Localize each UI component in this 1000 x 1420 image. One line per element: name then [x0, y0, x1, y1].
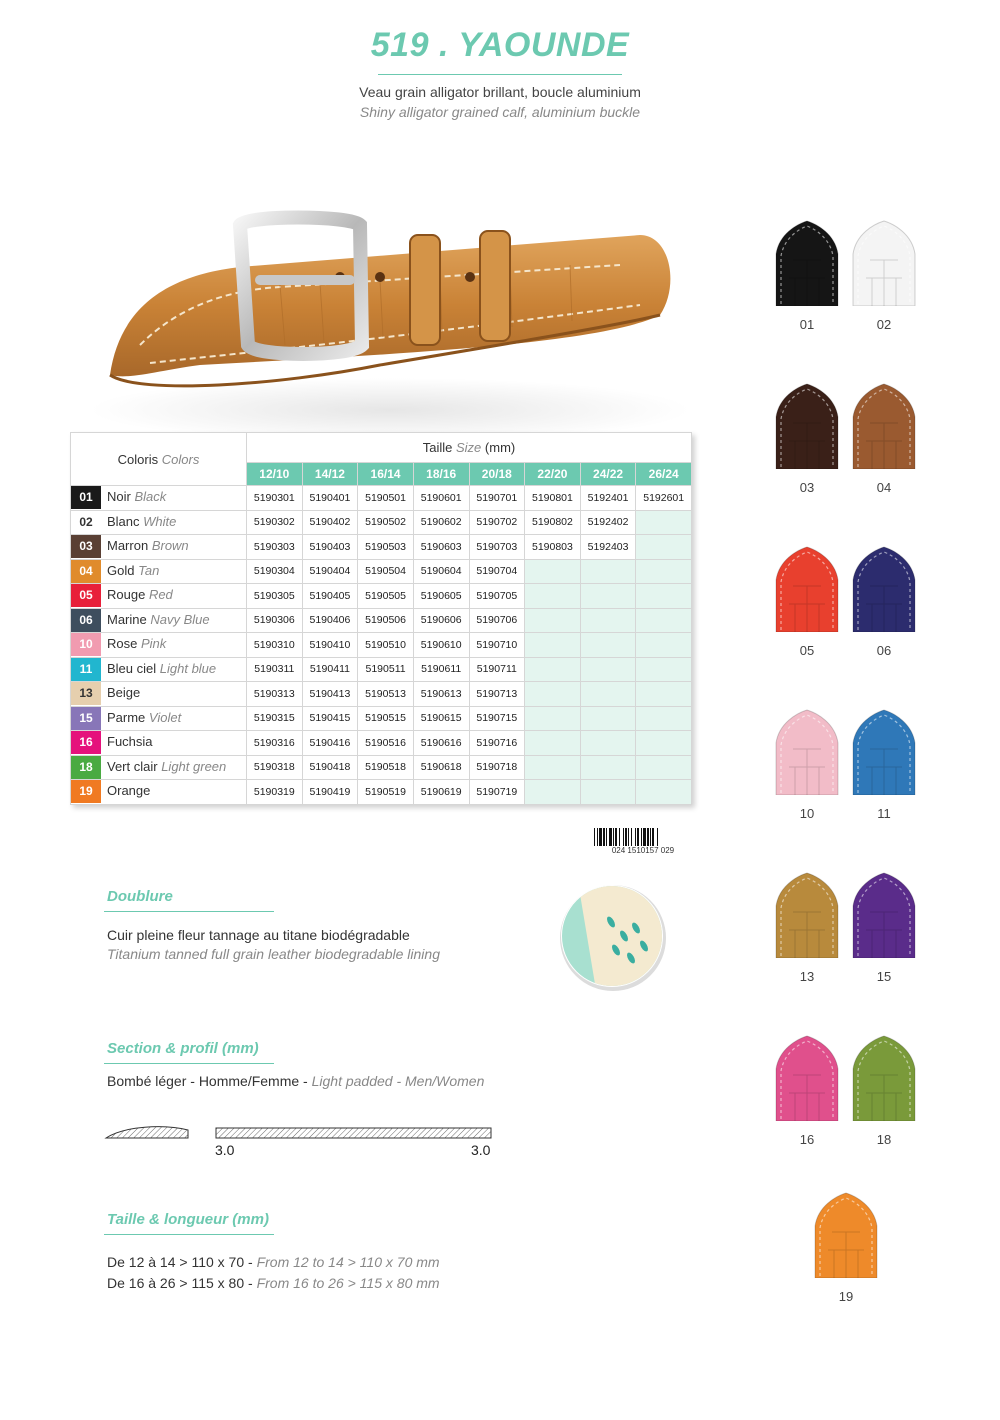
size-header-en: Size — [456, 439, 482, 455]
barcode-bar — [613, 828, 614, 846]
lining-leather-image — [556, 880, 668, 992]
page-title: 519 . YAOUNDE — [370, 26, 630, 64]
barcode-bar — [628, 828, 629, 846]
color-name-fr: Blanc — [107, 513, 140, 529]
reference-cell: 5190604 — [413, 559, 469, 584]
reference-cell: 5192403 — [580, 535, 636, 560]
color-name-cell — [71, 682, 247, 707]
table-row — [71, 510, 692, 535]
strap-color-swatch-label: 16 — [799, 1132, 815, 1147]
reference-cell: 5192402 — [580, 510, 636, 535]
lining-text-en: Titanium tanned full grain leather biodegradable lining — [107, 946, 440, 962]
color-name-fr: Bleu ciel — [107, 660, 157, 676]
empty-cell — [636, 584, 692, 609]
empty-cell — [580, 706, 636, 731]
strap-color-swatch-label: 11 — [877, 806, 891, 821]
color-name-fr: Marron — [107, 538, 149, 554]
reference-cell: 5190401 — [302, 486, 358, 511]
strap-color-swatch — [814, 1192, 878, 1278]
color-name-cell — [71, 755, 247, 780]
color-name-fr: Vert clair — [107, 758, 158, 774]
reference-table-wrapper — [70, 432, 692, 805]
color-name-fr: Gold — [107, 562, 135, 578]
reference-cell: 5190702 — [469, 510, 525, 535]
reference-cell: 5190311 — [247, 657, 303, 682]
reference-cell: 5190404 — [302, 559, 358, 584]
reference-cell: 5190515 — [358, 706, 414, 731]
reference-cell: 5190419 — [302, 780, 358, 805]
empty-cell — [525, 682, 581, 707]
empty-cell — [636, 608, 692, 633]
reference-cell: 5190316 — [247, 731, 303, 756]
empty-cell — [636, 682, 692, 707]
size-column-header: 16/14 — [358, 462, 414, 485]
length-line-2-en: From 16 to 26 > 115 x 80 mm — [256, 1275, 440, 1291]
lining-title-underline — [104, 911, 274, 912]
barcode-bar — [594, 828, 595, 846]
lining-text-fr: Cuir pleine fleur tannage au titane biodégradable — [107, 927, 410, 943]
reference-cell: 5190519 — [358, 780, 414, 805]
color-name-cell — [71, 584, 247, 609]
barcode-bar — [625, 828, 627, 846]
empty-cell — [636, 559, 692, 584]
reference-cell: 5190504 — [358, 559, 414, 584]
strap-color-swatch — [775, 1035, 839, 1121]
barcode-bar — [631, 828, 632, 846]
strap-color-swatch-label: 10 — [799, 806, 815, 821]
barcode-bar — [643, 828, 646, 846]
barcode-bar — [597, 828, 598, 846]
reference-cell: 5190711 — [469, 657, 525, 682]
size-column-header: 14/12 — [302, 462, 358, 485]
empty-cell — [580, 657, 636, 682]
reference-cell: 5190506 — [358, 608, 414, 633]
color-code-badge: 01 — [71, 486, 101, 509]
color-name-fr: Marine — [107, 611, 147, 627]
table-row — [71, 535, 692, 560]
title-underline — [378, 74, 622, 75]
reference-cell: 5190301 — [247, 486, 303, 511]
length-title: Taille & longueur (mm) — [107, 1211, 269, 1228]
barcode-bar — [599, 828, 602, 846]
table-row — [71, 633, 692, 658]
size-column-header: 18/16 — [413, 462, 469, 485]
empty-cell — [525, 731, 581, 756]
reference-cell: 5190619 — [413, 780, 469, 805]
empty-cell — [525, 706, 581, 731]
empty-cell — [525, 559, 581, 584]
reference-cell: 5190410 — [302, 633, 358, 658]
size-column-header: 12/10 — [247, 462, 303, 485]
reference-cell: 5190303 — [247, 535, 303, 560]
color-name-fr: Fuchsia — [107, 734, 153, 750]
reference-cell: 5190610 — [413, 633, 469, 658]
watch-strap-image — [80, 195, 700, 445]
color-code-badge: 11 — [71, 658, 101, 681]
empty-cell — [636, 755, 692, 780]
table-row — [71, 780, 692, 805]
reference-cell: 5190803 — [525, 535, 581, 560]
reference-cell: 5190416 — [302, 731, 358, 756]
strap-color-swatch-label: 02 — [876, 317, 892, 332]
length-line-2 — [107, 1275, 440, 1291]
size-header-fr: Taille — [422, 439, 453, 455]
reference-cell: 5190802 — [525, 510, 581, 535]
strap-color-swatch — [775, 220, 839, 306]
color-name-fr: Orange — [107, 783, 151, 799]
barcode-bar — [641, 828, 642, 846]
color-code-badge: 06 — [71, 609, 101, 632]
strap-color-swatch-label: 01 — [799, 317, 815, 332]
size-column-header: 20/18 — [469, 462, 525, 485]
subtitle-en: Shiny alligator grained calf, aluminium buckle — [359, 104, 641, 120]
empty-cell — [580, 633, 636, 658]
reference-cell: 5190719 — [469, 780, 525, 805]
color-name-cell — [71, 486, 247, 511]
empty-cell — [636, 633, 692, 658]
reference-cell: 5190602 — [413, 510, 469, 535]
barcode-bar — [606, 828, 607, 846]
reference-cell: 5190413 — [302, 682, 358, 707]
empty-cell — [636, 535, 692, 560]
size-column-header: 24/22 — [580, 462, 636, 485]
reference-cell: 5190611 — [413, 657, 469, 682]
size-header-unit: (mm) — [484, 439, 516, 455]
color-name-cell — [71, 608, 247, 633]
empty-cell — [580, 755, 636, 780]
reference-cell: 5190513 — [358, 682, 414, 707]
colors-header-en: Colors — [161, 451, 200, 467]
empty-cell — [525, 584, 581, 609]
section-text-fr: Bombé léger - Homme/Femme - — [107, 1073, 308, 1089]
strap-color-swatch-label: 18 — [876, 1132, 892, 1147]
reference-cell: 5190319 — [247, 780, 303, 805]
reference-cell: 5190618 — [413, 755, 469, 780]
reference-cell: 5190302 — [247, 510, 303, 535]
section-title-underline — [104, 1063, 274, 1064]
colors-header-fr: Coloris — [117, 451, 159, 467]
strap-color-swatch — [852, 872, 916, 958]
color-code-badge: 15 — [71, 707, 101, 730]
strap-color-swatch-label: 03 — [799, 480, 815, 495]
reference-cell: 5190603 — [413, 535, 469, 560]
reference-cell: 5192601 — [636, 486, 692, 511]
color-code-badge: 05 — [71, 584, 101, 607]
reference-cell: 5190503 — [358, 535, 414, 560]
color-name-en: Navy Blue — [150, 611, 210, 627]
reference-cell: 5190304 — [247, 559, 303, 584]
reference-cell: 5190718 — [469, 755, 525, 780]
strap-color-swatch — [852, 546, 916, 632]
reference-cell: 5190713 — [469, 682, 525, 707]
color-code-badge: 16 — [71, 731, 101, 754]
color-code-badge: 10 — [71, 633, 101, 656]
color-name-cell — [71, 535, 247, 560]
color-name-fr: Noir — [107, 489, 131, 505]
color-name-cell — [71, 559, 247, 584]
empty-cell — [636, 706, 692, 731]
empty-cell — [580, 584, 636, 609]
reference-cell: 5190605 — [413, 584, 469, 609]
color-code-badge: 04 — [71, 560, 101, 583]
reference-cell: 5190715 — [469, 706, 525, 731]
color-code-badge: 19 — [71, 780, 101, 803]
reference-cell: 5190516 — [358, 731, 414, 756]
profile-drawing — [104, 1122, 496, 1162]
barcode-bar — [657, 828, 658, 846]
color-code-badge: 03 — [71, 535, 101, 558]
reference-cell: 5190505 — [358, 584, 414, 609]
barcode-bar — [615, 828, 617, 846]
table-row — [71, 755, 692, 780]
table-row — [71, 559, 692, 584]
reference-cell: 5190405 — [302, 584, 358, 609]
barcode-bar — [603, 828, 605, 846]
reference-cell: 5190418 — [302, 755, 358, 780]
strap-color-swatch — [775, 383, 839, 469]
strap-color-swatch-label: 06 — [876, 643, 892, 658]
color-name-cell — [71, 510, 247, 535]
reference-cell: 5190706 — [469, 608, 525, 633]
color-name-cell — [71, 657, 247, 682]
color-name-en: Light green — [161, 758, 227, 774]
reference-cell: 5190511 — [358, 657, 414, 682]
reference-cell: 5190313 — [247, 682, 303, 707]
strap-color-swatch — [775, 546, 839, 632]
color-name-fr: Parme — [107, 709, 146, 725]
barcode-bar — [647, 828, 649, 846]
strap-color-swatch — [852, 220, 916, 306]
section-title: Section & profil (mm) — [107, 1040, 259, 1057]
length-line-1-fr: De 12 à 14 > 110 x 70 - — [107, 1254, 253, 1270]
strap-color-swatch-label: 05 — [799, 643, 815, 658]
color-name-en: Violet — [148, 709, 182, 725]
reference-cell: 5190601 — [413, 486, 469, 511]
subtitle-fr: Veau grain alligator brillant, boucle aluminium — [359, 84, 641, 100]
empty-cell — [525, 608, 581, 633]
table-row — [71, 608, 692, 633]
empty-cell — [525, 780, 581, 805]
color-name-cell — [71, 706, 247, 731]
table-row — [71, 486, 692, 511]
strap-color-swatch — [852, 1035, 916, 1121]
reference-cell: 5190704 — [469, 559, 525, 584]
reference-cell: 5190406 — [302, 608, 358, 633]
length-line-1-en: From 12 to 14 > 110 x 70 mm — [256, 1254, 440, 1270]
empty-cell — [580, 780, 636, 805]
length-line-1 — [107, 1254, 440, 1270]
reference-cell: 5190615 — [413, 706, 469, 731]
color-code-badge: 02 — [71, 511, 101, 534]
color-name-en: White — [143, 513, 177, 529]
empty-cell — [636, 510, 692, 535]
empty-cell — [636, 731, 692, 756]
empty-cell — [636, 657, 692, 682]
color-name-cell — [71, 633, 247, 658]
reference-cell: 5190305 — [247, 584, 303, 609]
color-code-badge: 13 — [71, 682, 101, 705]
barcode-bar — [609, 828, 612, 846]
color-code-badge: 18 — [71, 756, 101, 779]
strap-color-swatch-label: 13 — [799, 969, 815, 984]
empty-cell — [525, 633, 581, 658]
strap-color-swatch-label: 15 — [876, 969, 892, 984]
strap-color-swatch — [775, 709, 839, 795]
length-title-underline — [104, 1234, 274, 1235]
color-name-fr: Rouge — [107, 587, 146, 603]
reference-cell: 5190402 — [302, 510, 358, 535]
barcode-bar — [635, 828, 636, 846]
reference-cell: 5190801 — [525, 486, 581, 511]
section-text — [107, 1073, 484, 1089]
reference-cell: 5190716 — [469, 731, 525, 756]
color-name-en: Black — [134, 489, 167, 505]
reference-cell: 5190710 — [469, 633, 525, 658]
barcode-bar — [637, 828, 639, 846]
reference-table — [70, 432, 692, 805]
reference-cell: 5190306 — [247, 608, 303, 633]
reference-cell: 5190411 — [302, 657, 358, 682]
empty-cell — [580, 608, 636, 633]
reference-cell: 5190310 — [247, 633, 303, 658]
reference-cell: 5190403 — [302, 535, 358, 560]
empty-cell — [525, 657, 581, 682]
reference-cell: 5190415 — [302, 706, 358, 731]
table-row — [71, 731, 692, 756]
reference-cell: 5190606 — [413, 608, 469, 633]
color-name-en: Brown — [151, 538, 189, 554]
empty-cell — [580, 559, 636, 584]
strap-color-swatch — [852, 709, 916, 795]
reference-cell: 5190318 — [247, 755, 303, 780]
reference-cell: 5190518 — [358, 755, 414, 780]
reference-cell: 5190510 — [358, 633, 414, 658]
reference-cell: 5190701 — [469, 486, 525, 511]
barcode-image — [594, 828, 692, 846]
barcode-bar — [650, 828, 651, 846]
color-name-fr: Rose — [107, 636, 138, 652]
barcode-bar — [619, 828, 620, 846]
reference-cell: 5190616 — [413, 731, 469, 756]
empty-cell — [580, 682, 636, 707]
color-name-en: Light blue — [159, 660, 217, 676]
strap-color-swatch — [852, 383, 916, 469]
strap-color-swatch — [775, 872, 839, 958]
profile-thickness-left: 3.0 — [215, 1142, 235, 1158]
color-name-en: Red — [148, 587, 173, 603]
table-row — [71, 682, 692, 707]
length-line-2-fr: De 16 à 26 > 115 x 80 - — [107, 1275, 253, 1291]
reference-cell: 5190502 — [358, 510, 414, 535]
reference-cell: 5190315 — [247, 706, 303, 731]
colors-header — [71, 433, 247, 486]
size-column-header: 22/20 — [525, 462, 581, 485]
lining-title: Doublure — [107, 888, 173, 905]
barcode-bar — [623, 828, 624, 846]
barcode-bar — [652, 828, 654, 846]
reference-cell: 5192401 — [580, 486, 636, 511]
reference-cell: 5190703 — [469, 535, 525, 560]
reference-cell: 5190613 — [413, 682, 469, 707]
barcode-number: 024 1510157 029 — [611, 846, 675, 855]
section-text-en: Light padded - Men/Women — [311, 1073, 485, 1089]
strap-color-swatch-label: 19 — [838, 1289, 854, 1304]
reference-cell: 5190501 — [358, 486, 414, 511]
color-name-en: Pink — [140, 636, 167, 652]
size-header — [247, 433, 692, 463]
color-name-en: Tan — [138, 562, 160, 578]
empty-cell — [525, 755, 581, 780]
table-row — [71, 584, 692, 609]
empty-cell — [580, 731, 636, 756]
color-name-cell — [71, 731, 247, 756]
table-row — [71, 706, 692, 731]
color-name-cell — [71, 780, 247, 805]
size-column-header: 26/24 — [636, 462, 692, 485]
reference-cell: 5190705 — [469, 584, 525, 609]
table-body — [71, 486, 692, 805]
color-name-fr: Beige — [107, 685, 141, 701]
table-row — [71, 657, 692, 682]
profile-thickness-right: 3.0 — [471, 1142, 491, 1158]
empty-cell — [636, 780, 692, 805]
strap-color-swatch-label: 04 — [876, 480, 892, 495]
